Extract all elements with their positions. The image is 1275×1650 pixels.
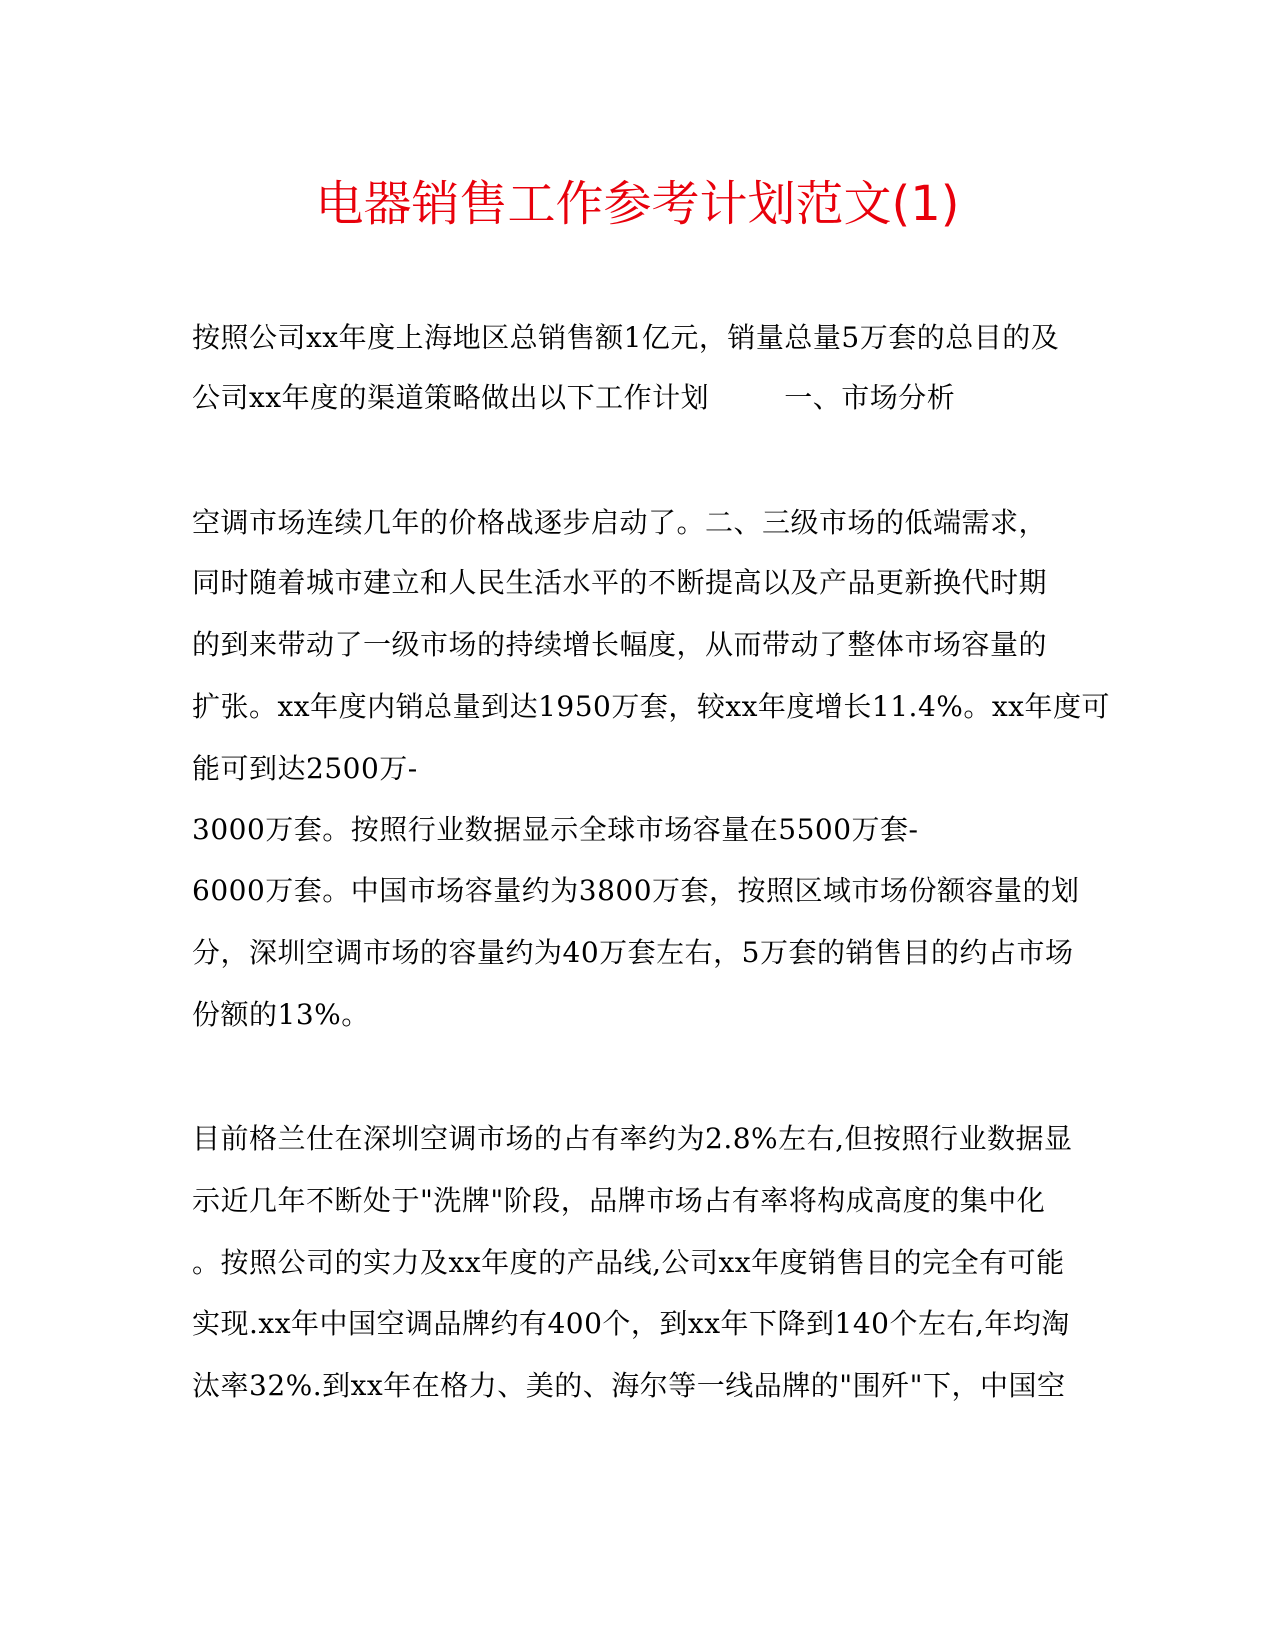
document-title: 电器销售工作参考计划范文(1) — [315, 176, 960, 232]
paragraph-line: 汰率32%.到xx年在格力、美的、海尔等一线品牌的"围歼"下，中国空 — [192, 1369, 1066, 1402]
paragraph-line: 3000万套。按照行业数据显示全球市场容量在5500万套- — [192, 813, 919, 846]
paragraph-line: 扩张。xx年度内销总量到达1950万套，较xx年度增长11.4%。xx年度可 — [192, 690, 1110, 723]
paragraph-line: 目前格兰仕在深圳空调市场的占有率约为2.8%左右,但按照行业数据显 — [192, 1122, 1073, 1155]
paragraph-line: 空调市场连续几年的价格战逐步启动了。二、三级市场的低端需求， — [192, 506, 1048, 539]
paragraph-line: 。按照公司的实力及xx年度的产品线,公司xx年度销售目的完全有可能 — [192, 1246, 1065, 1279]
paragraph-line: 份额的13%。 — [192, 998, 370, 1031]
paragraph-line: 分，深圳空调市场的容量约为40万套左右，5万套的销售目的约占市场 — [192, 936, 1074, 969]
paragraph-line: 能可到达2500万- — [192, 752, 418, 785]
paragraph-line: 示近几年不断处于"洗牌"阶段，品牌市场占有率将构成高度的集中化 — [192, 1184, 1046, 1217]
paragraph-line: 6000万套。中国市场容量约为3800万套，按照区域市场份额容量的划 — [192, 874, 1080, 907]
paragraph-line: 公司xx年度的渠道策略做出以下工作计划 一、市场分析 — [192, 381, 956, 414]
paragraph-line: 实现.xx年中国空调品牌约有400个，到xx年下降到140个左右,年均淘 — [192, 1307, 1070, 1340]
paragraph-line: 按照公司xx年度上海地区总销售额1亿元，销量总量5万套的总目的及 — [192, 321, 1060, 354]
paragraph-line: 同时随着城市建立和人民生活水平的不断提高以及产品更新换代时期 — [192, 566, 1048, 599]
paragraph-line: 的到来带动了一级市场的持续增长幅度，从而带动了整体市场容量的 — [192, 628, 1048, 661]
